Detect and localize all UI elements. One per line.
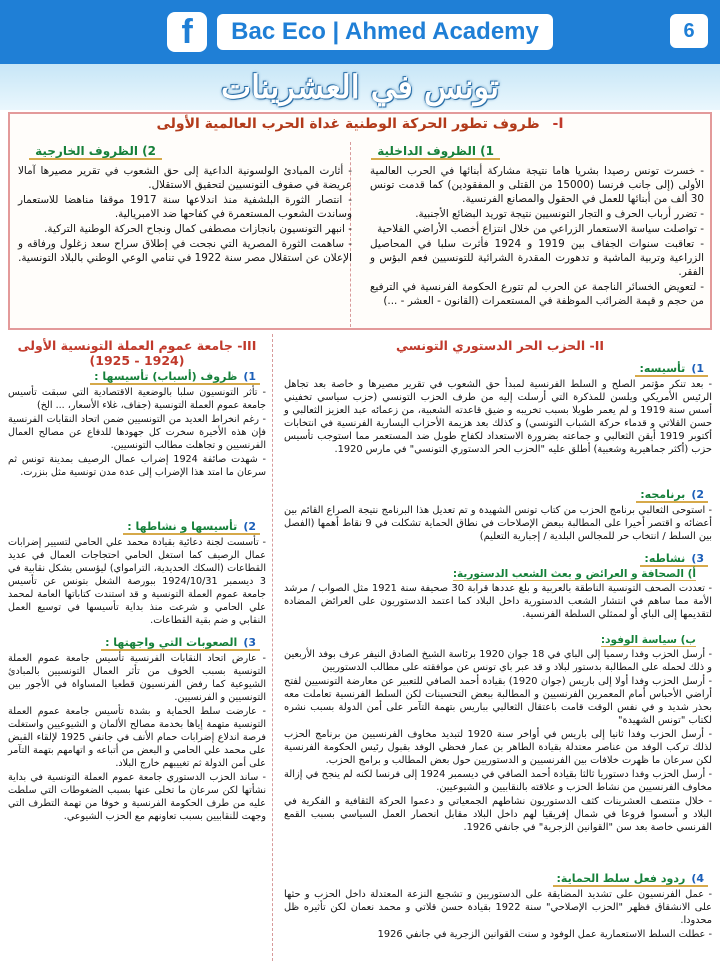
list-item: - تضرر أرباب الحرف و التجار التونسيين نتيجة توريد البضائع الأجنبية.: [370, 207, 704, 221]
party-program-text: [284, 504, 712, 544]
authority-reaction-heading: [553, 872, 709, 887]
paragraph: - استوحى الثعالبي برنامج الحزب من كتاب تونس الشهيدة و تم تعديل هذا البرنامج نتيجة الصراع القائم بين أعضائه و اقتصر أخيرا على المطالبة ببعض الإصلاحات في نطاق الحماية تشكلت في 9 نقاط أهمها (الفصل بين السلط / انتخاب حر للمجالس البلدية / إجبارية التعليم): [284, 504, 712, 543]
party-program-heading: [636, 488, 708, 503]
item-number: 3): [691, 552, 704, 565]
item-number: 4): [691, 872, 704, 885]
paragraph: - عارض اتحاد النقابات الفرنسية تأسيس جامعة عموم العملة التونسية بسبب الخوف من تأثر العمال التونسيين بالمبادئ الشيوعية كما رفض الفرنسيون قطعيا المساواة في الأجور بين التونسيين و الفرنسيين.: [8, 652, 266, 704]
internal-heading: [371, 144, 500, 160]
union-founding-text: [8, 536, 266, 628]
union-difficulties-text: [8, 652, 266, 824]
paragraph: - عارضت سلط الحماية و بشدة تأسيس جامعة عموم العملة التونسية متهمة إياها بخدمة مصالح الألمان و الشيوعيين واستغلت فرصة اندلاع إضرابات حمام الأنف في جانفي 1925 لإلقاء القبض على محمد علي الحامي و البعض من أتباعه و اتهامهم بتهمة التآمر على أمن الدولة ثم تغييبهم خارج البلاد.: [8, 705, 266, 770]
paragraph: - رغم انخراط العديد من التونسيين ضمن اتحاد النقابات الفرنسية فإن هذه الأخيرة سخرت كل جهودها للدفاع عن مصالح العمال الفرنسيين و تجاهلت مطالب التونسيين.: [8, 413, 266, 452]
paragraph: - تعددت الصحف التونسية الناطقة بالعربية و بلغ عددها قرابة 30 صحيفة سنة 1921 مثل الصواب / مرشد الأمة مما ساهم في انتشار الشعب الدستورية داخل البلاد كما اعتمد الدستوريون على العرائض المضادة لتقديمها إلى الباي أو لممثلي السلطة الفرنسية.: [284, 582, 712, 621]
paragraph: - أرسل الحزب وفدا أولا إلى باريس (جوان 1920) بقيادة أحمد الصافي للتعبير عن معارضة التونسيين لفتح أراضي الأحباس أمام المعمرين الفرنسيين و المطالبة ببعض التحسينات لكن السلط الفرنسية تعاملت معه بحذر شديد و في نفس الوقت قامت باعتقال الثعالبي بباريس بتهمة التآمر على أمن الدولة بسبب نشره لكتاب "تونس الشهيدة": [284, 675, 712, 727]
item-number: 2): [691, 488, 704, 501]
party-activity-heading: [640, 552, 708, 567]
paragraph: - عطلت السلط الاستعمارية عمل الوفود و سنت القوانين الزجرية في جانفي 1926: [284, 928, 712, 941]
item-title: ظروف (أسباب) تأسيسها :: [94, 370, 238, 383]
list-item: - ساهمت الثورة المصرية التي نجحت في إطلاق سراح سعد زغلول ورفاقه و الإعلان عن استقلال مصر سنة 1922 في تنامي الوعي الوطني بالبلاد التونسية.: [18, 237, 352, 265]
paragraph: - بعد تنكر مؤتمر الصلح و السلط الفرنسية لمبدأ حق الشعوب في تقرير مصيرها و خاصة بعد تجاهل الرئيس الأمريكي ويلسن للمذكرة التي أرسلت إليه من طرف الحزب التونسي (حزب سياسي تخفيني أسس سنة 1919 و لم يعمر طويلا بسبب تخريبه و ضيق قاعدته الشعبية، من زعمائه عبد العزيز الثعالبي و حسن القلاتي و قدماء حركة الشباب التونسي) و كذلك بعد هزيمة الأحزاب اليسارية الفرنسية في انتخابات أكتوبر 1919 أيقن الثعالبي و جماعته بضرورة الاستعداد لكفاح طويل ضد المستعمر مما استوجب تأسيس حزب (أكثر جماهيرية وشعبية) أطلق عليه "الحزب الحر الدستوري التونسي" في مارس 1920.: [284, 378, 712, 456]
item-number: 1): [243, 370, 256, 383]
paragraph: - أرسل الحزب وفدا ثانيا إلى باريس في أواخر سنة 1920 لتبديد مخاوف الفرنسيين من برنامج الحزب لذلك تركب الوفد من عناصر معتدلة بقيادة الطاهر بن عمار فحظي الوفد بقبول رئيس الحكومة الفرنسية لكن سرعان ما ظهرت خلافات بين الفرنسيين و الدستوريين حول بعض المطالب و برامج الحزب.: [284, 728, 712, 767]
internal-number: 1): [480, 144, 494, 158]
item-number: 2): [243, 520, 256, 533]
paragraph: - أرسل الحزب وفدا رسميا إلى الباي في 18 جوان 1920 برئاسة الشيخ الصادق النيفر عرف بوفد الأربعين و ذلك لحمله على المطالبة بدستور لبلاد و قد عبر باي تونس عن موافقته على مطالب الدستوريين: [284, 648, 712, 674]
section2-title: الحزب الحر الدستوري التونسي: [395, 338, 586, 353]
paragraph: - تأثر التونسيون سلبا بالوضعية الاقتصادية التي سبقت تأسيس جامعة عموم العملة التونسية (جفاف، غلاء الأسعار، ... الخ): [8, 386, 266, 412]
section3-number: III-: [237, 338, 257, 353]
internal-list: [370, 164, 704, 309]
paragraph: - عمل الفرنسيون على تشديد المضايقة على الدستوريين و تشجيع النزعة المعتدلة داخل الحزب و حثها على الانشقاق فظهر "الحزب الإصلاحي" سنة 1922 بقيادة حسن قلاتي و محمد نعمان لكن تأثيره ظل محدودا.: [284, 888, 712, 927]
delegations-heading: ب) سياسة الوفود:: [600, 634, 696, 646]
section-conditions: [8, 112, 712, 330]
paragraph: - شهدت صائفة 1924 إضراب عمال الرصيف بمدينة تونس ثم سرعان ما امتد هذا الإضراب إلى عدة مدن تونسية مثل بنزرت.: [8, 453, 266, 479]
list-item: - تواصلت سياسة الاستعمار الزراعي من خلال انتزاع أخصب الأراضي الفلاحية: [370, 222, 704, 236]
union-founding-heading: [123, 520, 260, 535]
page-number: 6: [670, 14, 708, 48]
external-number: 2): [142, 144, 156, 158]
list-item: - لتعويض الخسائر الناجمة عن الحرب لم تتورع الحكومة الفرنسية في الترفيع من حجم و قيمة الضرائب الموظفة في المستعمرات (القانون - العشر - ...): [370, 280, 704, 308]
union-causes-text: [8, 386, 266, 480]
external-heading: [29, 144, 162, 160]
paragraph: - خلال منتصف العشرينات كثف الدستوريون نشاطهم الجمعياتي و دعموا الحركة الثقافية و الفكرية في البلاد و أسسوا فروعا في شمال إفريقيا لهم داخل البلاد مقابل انحصار العمل السياسي بسبب القمع الفرنسي خاصة بعد سن "القوانين الزجرية" في جانفي 1926.: [284, 795, 712, 834]
section1-title: ظروف تطور الحركة الوطنية غداة الحرب العالمية الأولى: [156, 116, 540, 132]
press-heading: أ) الصحافة و العرائض و بعث الشعب الدستورية:: [452, 568, 696, 580]
internal-title: الظروف الداخلية: [377, 144, 476, 158]
section3-title: جامعة عموم العملة التونسية الأولى (1924 - 1925): [17, 338, 233, 368]
item-number: 1): [691, 362, 704, 375]
item-title: برنامجه:: [640, 488, 686, 501]
facebook-icon: f: [167, 12, 207, 52]
paragraph: - ساند الحزب الدستوري جامعة عموم العملة التونسية في بداية نشأتها لكن سرعان ما تخلى عنها بسبب الضغوطات التي سلطت عليه من طرف الحكومة الفرنسية و خوفا من تهمة التطرف التي وجهت للنقابيين بسبب تعاونهم مع الحزب الشيوعي.: [8, 771, 266, 823]
brand-name: Bac Eco | Ahmed Academy: [217, 14, 553, 50]
union-causes-heading: [90, 370, 260, 385]
section-divider: [272, 334, 273, 961]
item-title: تأسيسه:: [639, 362, 686, 375]
lower-sections: [0, 334, 720, 961]
paragraph: - تأسست لجنة دعائية بقيادة محمد علي الحامي لتسيير إضرابات عمال الرصيف كما استغل الحامي احتجاجات العمال في عديد القطاعات (السكك الحديدية، الترامواي) ليؤسس بشكل نقابية في 3 ديسمبر 1924/10/31 ببورصة الشغل بتونس عن تأسيس جامعة عموم العملة التونسية و قد استندت كتاباتها العامة لمحمد علي الحامي و شرعت منذ بداية تأسيسها في توسيع العمل النقابي و ضم بقية القطاعات.: [8, 536, 266, 627]
section1-heading: [10, 116, 710, 132]
list-item: - أثارت المبادئ الولسونية الداعية إلى حق الشعوب في تقرير مصيرها آمالا عريضة في صفوف التونسيين لتحقيق الاستقلال.: [18, 164, 352, 192]
paragraph: - أرسل الحزب وفدا دستوريا ثالثا بقيادة أحمد الصافي في ديسمبر 1924 إلى فرنسا لكنه لم ينجح في إزالة مخاوف الفرنسيين من نشاط الحزب و علاقته بالنقابيين و الشيوعيين.: [284, 768, 712, 794]
external-title: الظروف الخارجية: [35, 144, 138, 158]
list-item: - انتصار الثورة البلشفية منذ اندلاعها سنة 1917 موقفا مناهضا للاستعمار وساندت الشعوب المستعمرة في كفاحها ضد الامبريالية.: [18, 193, 352, 221]
item-number: 3): [243, 636, 256, 649]
list-item: - تعاقبت سنوات الجفاف بين 1919 و 1924 فأثرت سلبا في المحاصيل الزراعية وتربية الماشية و تدهورت المقدرة الشرائية للتونسيين فعم البؤس و الفقر.: [370, 237, 704, 279]
press-text: [284, 582, 712, 622]
section2-number: II-: [589, 338, 605, 353]
party-founding-text: [284, 378, 712, 457]
external-list: [18, 164, 352, 266]
delegations-text: [284, 648, 712, 835]
item-title: تأسيسها و نشاطها :: [127, 520, 238, 533]
item-title: ردود فعل سلط الحماية:: [556, 872, 686, 885]
header-banner: [0, 0, 720, 64]
page-title: تونس في العشرينات: [220, 68, 500, 106]
title-band: [0, 64, 720, 110]
party-founding-heading: [635, 362, 708, 377]
authority-reaction-text: [284, 888, 712, 942]
union-difficulties-heading: [101, 636, 260, 651]
item-title: نشاطه:: [644, 552, 686, 565]
list-item: - خسرت تونس رصيدا بشريا هاما نتيجة مشاركة أبنائها في الحرب العالمية الأولى (إلى جانب فرنسا (15000 من القتلى و المفقودين) كما قدمت تونس 30 ألف من أبنائها للعمل في الحقول والمصانع الفرنسية.: [370, 164, 704, 206]
section2-heading: [290, 338, 710, 353]
section1-number: I-: [552, 116, 564, 132]
section3-heading: [8, 338, 266, 368]
item-title: الصعوبات التي واجهتها :: [105, 636, 238, 649]
list-item: - انبهر التونسيون بانجازات مصطفى كمال ونجاح الحركة الوطنية التركية.: [18, 222, 352, 236]
